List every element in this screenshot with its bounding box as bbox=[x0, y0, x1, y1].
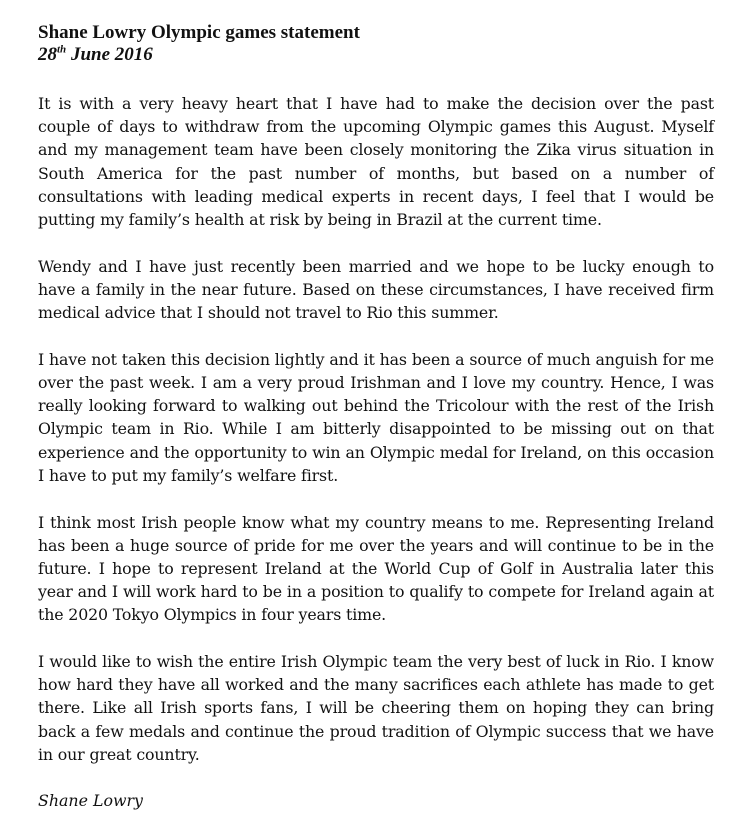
document-date bbox=[38, 44, 714, 66]
signature: Shane Lowry bbox=[38, 790, 143, 810]
statement-document bbox=[38, 22, 714, 812]
document-title: Shane Lowry Olympic games statement bbox=[38, 22, 360, 43]
paragraph-3: I have not taken this decision lightly and it has been a source of much anguish for me over the past week. I am a very proud Irishman and I love my country. Hence, I was really looking forward to walking out behind the Tricolour with the rest of the Irish Olympic team in Rio. While I am bitterly disappointed to be missing out on that experience and the opportunity to win an Olympic medal for Ireland, on this occasion I have to put my family’s welfare first. bbox=[38, 349, 714, 485]
date-month-year: June 2016 bbox=[66, 44, 153, 65]
paragraph-2: Wendy and I have just recently been married and we hope to be lucky enough to have a family in the near future. Based on these circumstances, I have received firm medical advice that I should not travel to Rio this summer. bbox=[38, 256, 714, 323]
paragraph-5: I would like to wish the entire Irish Olympic team the very best of luck in Rio. I know how hard they have all worked and the many sacrifices each athlete has made to get there. Like all Irish sports fans, I will be cheering them on hoping they can bring back a few medals and continue the proud tradition of Olympic success that we have in our great country. bbox=[38, 652, 714, 764]
date-day: 28 bbox=[38, 44, 57, 65]
paragraph-1: It is with a very heavy heart that I have had to make the decision over the past couple of days to withdraw from the upcoming Olympic games this August. Myself and my management team have been closely monitoring the Zika virus situation in South America for the past number of months, but based on a number of consultations with leading medical experts in recent days, I feel that I would be putting my family’s health at risk by being in Brazil at the current time. bbox=[38, 94, 714, 230]
paragraph-4: I think most Irish people know what my country means to me. Representing Ireland has been a huge source of pride for me over the years and will continue to be in the future. I hope to represent Ireland at the World Cup of Golf in Australia later this year and I will work hard to be in a position to qualify to compete for Ireland again at the 2020 Tokyo Olympics in four years time. bbox=[38, 512, 714, 625]
date-suffix: th bbox=[57, 43, 67, 56]
